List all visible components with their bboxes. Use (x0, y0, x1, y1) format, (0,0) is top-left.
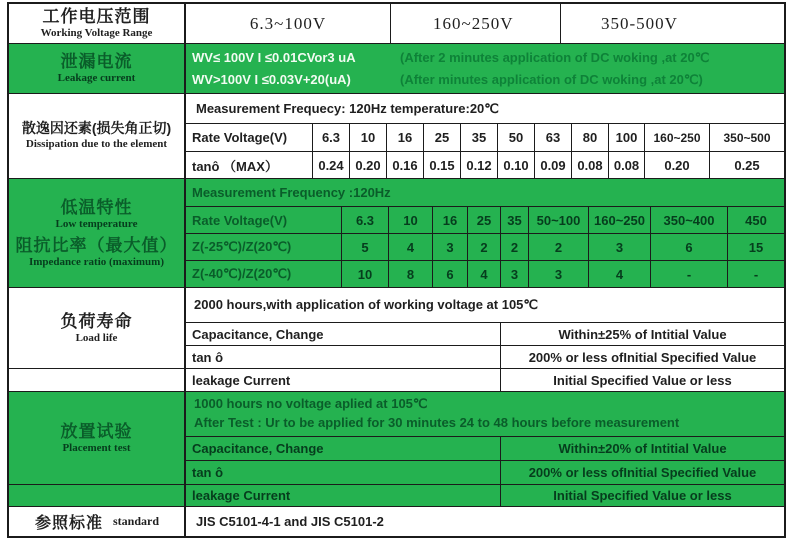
dissipation-voltage: 25 (424, 124, 461, 151)
dissipation-tan-value: 0.16 (387, 152, 424, 178)
load-life-row-capacitance (186, 323, 784, 346)
dissipation-tan-header: tanô （MAX） (186, 152, 313, 178)
placement-row-tan (186, 461, 784, 485)
lowtemp-z25-value: 6 (651, 234, 728, 260)
standard-row (9, 507, 784, 536)
lowtemp-z25-header: Z(-25℃)/Z(20℃) (186, 234, 342, 260)
load-life-section (9, 288, 784, 392)
placement-label-cell (9, 392, 184, 485)
dissipation-voltage: 35 (461, 124, 498, 151)
lowtemp-voltage: 350~400 (651, 207, 728, 233)
dissipation-tan-value: 0.25 (734, 157, 760, 173)
lowtemp-z40-value: - (753, 266, 759, 282)
placement-item-value: Initial Specified Value or less (553, 488, 732, 503)
dissipation-voltage-header-row (186, 124, 784, 152)
impedance-ratio-label-en: Impedance ratio (maximum) (28, 255, 165, 268)
lowtemp-voltage: 160~250 (589, 207, 651, 233)
placement-condition-line-2: After Test : Ur to be applied for 30 minutes 24 to 48 hours before measurement (194, 415, 680, 430)
lowtemp-voltage: 16 (433, 207, 468, 233)
leakage-note-1: (After 2 minutes application of DC woking ,at 20℃ (400, 49, 710, 65)
lowtemp-z40-value: 10 (342, 261, 389, 287)
dissipation-tan-value: 0.10 (498, 152, 535, 178)
lowtemp-z25-value: 5 (342, 234, 389, 260)
dissipation-tan-value: 0.08 (609, 152, 645, 178)
leakage-formula-1: WV≤ 100V I ≤0.01CVor3 uA (192, 50, 356, 65)
leakage-label-zh: 泄漏电流 (60, 52, 133, 71)
placement-condition-line-1: 1000 hours no voltage aplied at 105℃ (194, 396, 428, 412)
placement-condition-row (186, 392, 784, 437)
working-voltage-row (9, 4, 784, 44)
lowtemp-voltage: 6.3 (342, 207, 389, 233)
lowtemp-voltage: 50~100 (529, 207, 589, 233)
standard-value: JIS C5101-4-1 and JIS C5101-2 (196, 514, 384, 529)
dissipation-tan-value: 0.24 (313, 152, 350, 178)
placement-row-capacitance (186, 437, 784, 461)
standard-label-en: standard (113, 514, 160, 528)
voltage-range-2: 160~250V (391, 4, 561, 43)
low-temperature-label-zh: 低温特性 (60, 197, 133, 217)
working-voltage-label-en: Working Voltage Range (40, 27, 153, 40)
lowtemp-z25-value: 2 (501, 234, 529, 260)
lowtemp-z40-value: - (651, 261, 728, 287)
voltage-range-3: 350-500V (601, 13, 678, 33)
dissipation-tan-value: 0.08 (572, 152, 609, 178)
leakage-label-cell (9, 44, 186, 93)
load-life-condition-row (186, 288, 784, 323)
leakage-line-1 (186, 47, 784, 69)
dissipation-label-en: Dissipation due to the element (25, 137, 168, 150)
low-temperature-condition: Measurement Frequency :120Hz (192, 185, 391, 200)
placement-item-value: Within±20% of Intitial Value (558, 441, 727, 456)
dissipation-section (9, 94, 784, 179)
dissipation-voltage-header: Rate Voltage(V) (186, 124, 313, 151)
placement-empty-cell (9, 485, 184, 506)
working-voltage-label-zh: 工作电压范围 (42, 7, 151, 26)
dissipation-tan-value: 0.20 (350, 152, 387, 178)
load-life-item-value: Initial Specified Value or less (553, 372, 732, 388)
dissipation-voltage: 16 (387, 124, 424, 151)
lowtemp-z25-value: 3 (433, 234, 468, 260)
dissipation-voltage: 80 (572, 124, 609, 151)
low-temperature-section (9, 179, 784, 288)
load-life-item-value: 200% or less ofInitial Specified Value (528, 349, 757, 365)
lowtemp-voltage-header: Rate Voltage(V) (186, 207, 342, 233)
load-life-item-name: tan ô (186, 346, 501, 368)
placement-label-en: Placement test (62, 441, 131, 454)
leakage-line-2 (186, 69, 784, 91)
dissipation-tan-value: 0.20 (645, 152, 710, 178)
dissipation-voltage: 160~250 (645, 124, 710, 151)
dissipation-condition: Measurement Frequecy: 120Hz temperature:20℃ (196, 100, 499, 116)
load-life-row-tan (186, 346, 784, 369)
load-life-condition: 2000 hours,with application of working voltage at 105℃ (194, 297, 539, 312)
load-life-row-leakage (186, 369, 784, 391)
load-life-label-cell (9, 288, 184, 369)
placement-label-zh: 放置试验 (60, 421, 133, 441)
dissipation-tan-value: 0.12 (461, 152, 498, 178)
dissipation-tan-value: 0.09 (535, 152, 572, 178)
lowtemp-z25-value: 2 (468, 234, 501, 260)
load-life-label-column (9, 288, 186, 391)
load-life-item-name: Capacitance, Change (186, 323, 501, 345)
lowtemp-z40-header: Z(-40℃)/Z(20℃) (186, 261, 342, 287)
leakage-label-en: Leakage current (57, 72, 136, 85)
lowtemp-z40-value: 3 (529, 261, 589, 287)
lowtemp-z25-value: 15 (748, 239, 764, 255)
placement-item-value: 200% or less ofInitial Specified Value (528, 465, 757, 480)
placement-test-section (9, 392, 784, 507)
load-life-label-zh: 负荷寿命 (60, 311, 133, 331)
standard-label-zh: 参照标准 (35, 515, 104, 532)
lowtemp-z25-value: 3 (589, 234, 651, 260)
lowtemp-z25-value: 4 (389, 234, 433, 260)
lowtemp-voltage: 25 (468, 207, 501, 233)
standard-label-cell (9, 507, 186, 536)
lowtemp-voltage: 450 (745, 212, 767, 228)
dissipation-voltage: 350~500 (723, 130, 771, 145)
dissipation-voltage: 6.3 (313, 124, 350, 151)
lowtemp-z40-value: 3 (501, 261, 529, 287)
capacitor-spec-table (7, 2, 786, 538)
load-life-empty-cell (9, 369, 184, 391)
load-life-label-en: Load life (75, 331, 118, 344)
lowtemp-z25-row (186, 234, 784, 261)
dissipation-tan-value: 0.15 (424, 152, 461, 178)
lowtemp-z25-value: 2 (529, 234, 589, 260)
low-temperature-label-cell (9, 179, 186, 287)
dissipation-voltage: 63 (535, 124, 572, 151)
low-temperature-label-en: Low temperature (55, 217, 138, 230)
placement-row-leakage (186, 485, 784, 506)
lowtemp-z40-value: 4 (468, 261, 501, 287)
lowtemp-voltage-header-row (186, 207, 784, 234)
leakage-current-row (9, 44, 784, 94)
dissipation-voltage: 50 (498, 124, 535, 151)
placement-label-column (9, 392, 186, 506)
load-life-item-name: leakage Current (186, 369, 501, 391)
lowtemp-z40-value: 6 (433, 261, 468, 287)
impedance-ratio-label-zh: 阻抗比率（最大值） (15, 235, 178, 255)
leakage-note-2: (After minutes application of DC woking ,at 20℃) (400, 71, 703, 87)
dissipation-voltage: 100 (609, 124, 645, 151)
dissipation-label-zh: 散逸因还素(损失角正切) (21, 120, 172, 137)
load-life-item-value: Within±25% of Intitial Value (558, 326, 727, 342)
lowtemp-voltage: 35 (501, 207, 529, 233)
dissipation-label-cell (9, 94, 186, 178)
placement-item-name: tan ô (186, 461, 501, 484)
dissipation-tan-row (186, 152, 784, 178)
placement-item-name: leakage Current (186, 485, 501, 506)
lowtemp-voltage: 10 (389, 207, 433, 233)
dissipation-voltage: 10 (350, 124, 387, 151)
lowtemp-z40-value: 4 (589, 261, 651, 287)
voltage-range-1: 6.3~100V (186, 4, 391, 43)
lowtemp-z40-value: 8 (389, 261, 433, 287)
lowtemp-z40-row (186, 261, 784, 287)
placement-item-name: Capacitance, Change (186, 437, 501, 460)
working-voltage-label-cell (9, 4, 186, 43)
leakage-formula-2: WV>100V I ≤0.03V+20(uA) (192, 72, 351, 87)
